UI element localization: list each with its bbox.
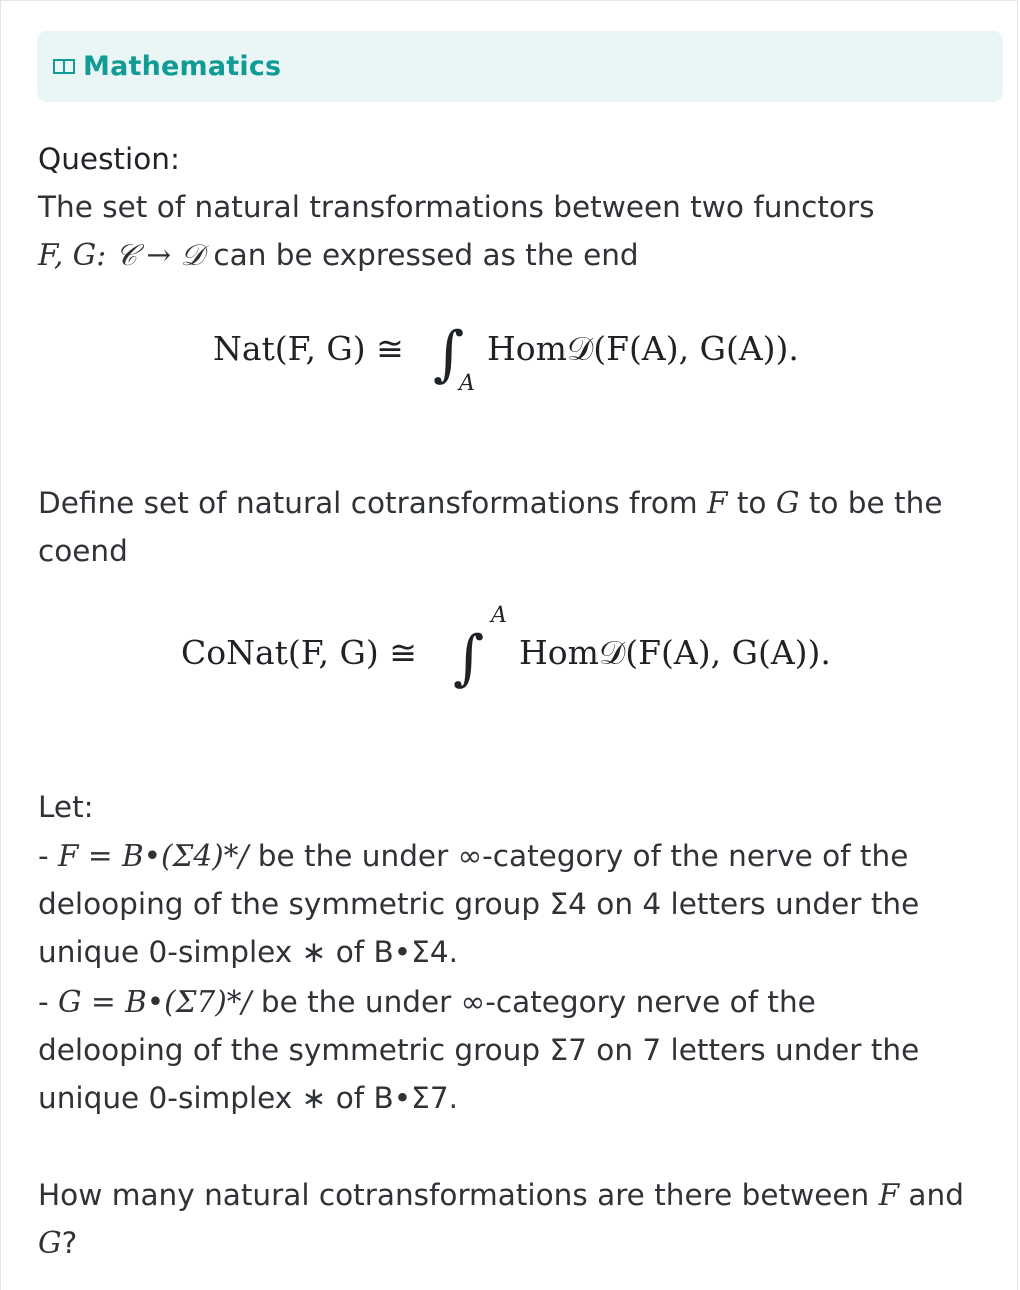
eq2-lhs: CoNat(F, G) ≅ bbox=[181, 633, 417, 672]
subject-tag bbox=[37, 31, 1003, 102]
eq1-rhs: Hom𝒟(F(A), G(A)). bbox=[487, 329, 799, 368]
book-icon bbox=[53, 58, 75, 76]
item2-line-1: - G = B•(Σ7)*/ be the under ∞-category nerve of the bbox=[38, 985, 816, 1019]
item1-line-2: delooping of the symmetric group Σ4 on 4 letters under the bbox=[38, 887, 920, 921]
final-question-line-2: G? bbox=[38, 1226, 78, 1260]
intro-line-2: F, G: 𝒞 → 𝒟 can be expressed as the end bbox=[38, 238, 639, 272]
eq1-lhs: Nat(F, G) ≅ bbox=[213, 329, 404, 368]
subject-label: Mathematics bbox=[83, 51, 282, 82]
item2-line-3: unique 0-simplex ∗ of B•Σ7. bbox=[38, 1081, 458, 1115]
item2-line-2: delooping of the symmetric group Σ7 on 7 letters under the bbox=[38, 1033, 920, 1067]
define-line-2: coend bbox=[38, 534, 128, 568]
integral-sign-coend: ∫ bbox=[453, 623, 485, 693]
item1-line-1: - F = B•(Σ4)*/ be the under ∞-category of the nerve of the bbox=[38, 839, 909, 873]
equation-coend bbox=[1, 601, 1020, 711]
question-label: Question: bbox=[38, 142, 180, 176]
functor-signature: F, G: 𝒞 → 𝒟 bbox=[38, 238, 205, 272]
integral-sign-end: ∫ bbox=[433, 319, 465, 389]
item1-line-3: unique 0-simplex ∗ of B•Σ4. bbox=[38, 935, 458, 969]
let-label: Let: bbox=[38, 790, 94, 824]
equation-end bbox=[1, 319, 1020, 413]
item1-math: F = B•(Σ4)*/ bbox=[58, 839, 249, 873]
eq2-upper-limit: A bbox=[491, 603, 507, 628]
final-question-line-1: How many natural cotransformations are there between F and bbox=[38, 1178, 964, 1212]
eq1-lower-limit: A bbox=[459, 371, 475, 396]
define-line-1: Define set of natural cotransformations from F to G to be the bbox=[38, 486, 943, 520]
eq2-rhs: Hom𝒟(F(A), G(A)). bbox=[519, 633, 831, 672]
item2-math: G = B•(Σ7)*/ bbox=[58, 985, 252, 1019]
intro-line-1: The set of natural transformations between two functors bbox=[38, 190, 875, 224]
